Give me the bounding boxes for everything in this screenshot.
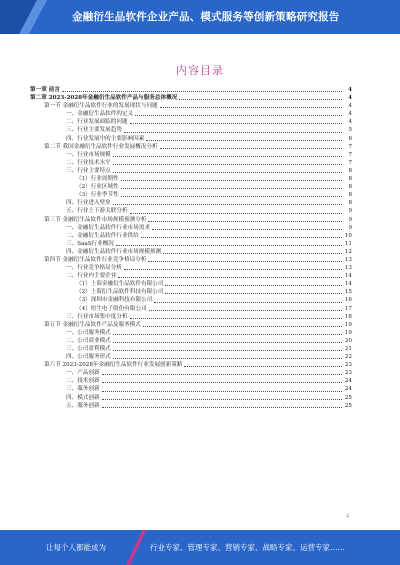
toc-entry-page: 4: [348, 95, 352, 102]
toc-entry[interactable]: [30, 394, 352, 402]
toc-entry[interactable]: [30, 256, 352, 264]
toc-entry-label: （3）行业季节性: [76, 192, 119, 199]
header-banner: [0, 0, 400, 34]
toc-entry-label: 一、金融衍生品软件行业市场需求: [66, 224, 150, 231]
toc-entry-page: 9: [348, 224, 352, 231]
toc-leader-dots: [118, 276, 342, 278]
table-of-contents: [30, 86, 352, 410]
toc-entry-page: 4: [348, 87, 352, 93]
toc-entry-label: 四、行业发展中的主要影响因素: [66, 135, 145, 142]
toc-leader-dots: [143, 325, 342, 327]
toc-entry-label: 四、行业进入壁垒: [66, 200, 111, 207]
footer-divider: [123, 530, 149, 565]
toc-entry-label: 三、公司盈利模式: [66, 346, 111, 352]
toc-entry-page: 23: [344, 362, 352, 369]
toc-entry-label: 四、模式创新: [66, 394, 100, 401]
toc-entry[interactable]: [30, 337, 352, 345]
toc-entry[interactable]: [30, 248, 352, 256]
toc-entry-label: （1）行业周期性: [76, 176, 119, 183]
toc-entry-page: 9: [348, 208, 352, 215]
toc-entry-label: 第三节 金融衍生品软件市场规模预测分析: [44, 216, 147, 223]
toc-entry-label: 一、金融衍生品软件的定义: [66, 111, 134, 118]
toc-entry-page: 4: [348, 111, 352, 118]
toc-entry[interactable]: [30, 264, 352, 272]
toc-leader-dots: [179, 98, 342, 100]
toc-leader-dots: [102, 406, 342, 408]
toc-entry[interactable]: [30, 110, 352, 118]
toc-leader-dots: [148, 220, 342, 222]
toc-entry[interactable]: [30, 321, 352, 329]
toc-entry-page: 7: [348, 159, 352, 166]
toc-entry[interactable]: [30, 118, 352, 126]
toc-leader-dots: [102, 398, 342, 400]
toc-entry[interactable]: [30, 240, 352, 248]
toc-entry[interactable]: [30, 232, 352, 240]
toc-entry[interactable]: [30, 216, 352, 224]
toc-entry[interactable]: [30, 361, 352, 369]
toc-entry[interactable]: [30, 94, 352, 102]
toc-leader-dots: [146, 139, 342, 141]
toc-leader-dots: [102, 381, 342, 383]
toc-leader-dots: [113, 333, 342, 335]
toc-entry-label: 二、行业内主要企业: [66, 273, 117, 280]
toc-entry-label: （1）上海金融衍生品软件有限公司: [76, 281, 164, 288]
toc-leader-dots: [124, 131, 342, 133]
toc-entry[interactable]: [30, 175, 352, 183]
toc-entry-label: 二、行业发展面临的问题: [66, 119, 128, 126]
toc-entry-page: 12: [344, 248, 352, 255]
toc-entry-page: 17: [344, 305, 352, 312]
toc-entry-page: 11: [344, 240, 352, 247]
toc-entry[interactable]: [30, 305, 352, 313]
toc-entry-page: 25: [344, 402, 352, 409]
toc-heading: 内容目录: [176, 64, 224, 77]
toc-entry[interactable]: [30, 345, 352, 353]
toc-leader-dots: [102, 390, 342, 392]
page-number: 2: [346, 513, 350, 519]
toc-entry-label: （2）行业区域性: [76, 184, 119, 191]
toc-entry-page: 7: [348, 143, 352, 150]
toc-leader-dots: [160, 106, 342, 108]
toc-entry-page: 8: [348, 167, 352, 174]
toc-entry-label: 四、公司服务形式: [66, 354, 111, 361]
toc-leader-dots: [130, 122, 342, 124]
toc-leader-dots: [148, 260, 342, 262]
toc-entry[interactable]: [30, 377, 352, 385]
toc-entry-page: 7: [348, 151, 352, 158]
toc-entry-page: 24: [344, 386, 352, 393]
toc-entry-label: 二、行业技术水平: [66, 159, 111, 166]
toc-entry-label: （2）上海衍生品软件科技有限公司: [76, 289, 164, 296]
toc-entry-page: 8: [348, 184, 352, 191]
toc-entry-page: 9: [348, 216, 352, 223]
toc-leader-dots: [113, 171, 342, 173]
toc-entry-page: 14: [344, 273, 352, 280]
toc-entry[interactable]: [30, 102, 352, 110]
toc-leader-dots: [184, 365, 342, 367]
toc-entry-label: 三、行业市场集中度分析: [66, 313, 128, 320]
toc-entry-label: 一、公司服务模式: [66, 329, 111, 336]
toc-entry-page: 5: [348, 127, 352, 134]
toc-entry-page: 8: [348, 176, 352, 183]
footer-banner: [0, 530, 400, 565]
toc-leader-dots: [113, 341, 342, 343]
toc-entry-page: 19: [344, 329, 352, 336]
toc-entry[interactable]: [30, 402, 352, 410]
toc-leader-dots: [152, 228, 342, 230]
toc-entry-page: 4: [348, 119, 352, 126]
toc-leader-dots: [135, 114, 342, 116]
toc-leader-dots: [121, 187, 342, 189]
footer-tagline: 行业专家、管理专家、营销专家、战略专家、运营专家……: [150, 543, 345, 552]
toc-entry[interactable]: [30, 329, 352, 337]
toc-leader-dots: [165, 292, 342, 294]
toc-entry-label: 五、行业上下游关联分析: [66, 208, 128, 215]
toc-entry-page: 23: [344, 370, 352, 377]
toc-entry[interactable]: [30, 288, 352, 296]
toc-leader-dots: [116, 244, 342, 246]
toc-entry[interactable]: [30, 135, 352, 143]
toc-entry-page: 8: [348, 200, 352, 207]
toc-entry[interactable]: [30, 159, 352, 167]
toc-entry-page: 14: [344, 281, 352, 288]
toc-leader-dots: [160, 147, 342, 149]
report-title: 金融衍生品软件企业产品、模式服务等创新策略研究报告: [72, 11, 340, 23]
toc-entry[interactable]: [30, 224, 352, 232]
toc-entry[interactable]: [30, 353, 352, 361]
toc-entry-page: 18: [344, 313, 352, 320]
toc-leader-dots: [163, 252, 342, 254]
toc-leader-dots: [141, 236, 342, 238]
toc-leader-dots: [62, 90, 342, 92]
toc-entry-page: 20: [344, 337, 352, 344]
toc-entry-label: 第四节 金融衍生品软件行业竞争格局分析: [44, 256, 147, 263]
toc-entry[interactable]: [30, 199, 352, 207]
toc-entry-page: 10: [344, 232, 352, 239]
toc-entry-page: 6: [348, 135, 352, 142]
toc-entry[interactable]: [30, 167, 352, 175]
toc-entry-page: 4: [348, 103, 352, 110]
toc-entry-label: 三、行业主要发展趋势: [66, 127, 122, 134]
toc-entry-page: 13: [344, 256, 352, 263]
toc-entry[interactable]: [30, 385, 352, 393]
toc-leader-dots: [130, 317, 342, 319]
toc-entry-label: 第二节 我国金融衍生品软件行业发展概况分析: [44, 143, 158, 150]
toc-entry[interactable]: [30, 280, 352, 288]
toc-entry[interactable]: [30, 296, 352, 304]
toc-leader-dots: [121, 195, 342, 197]
toc-leader-dots: [124, 268, 342, 270]
toc-leader-dots: [113, 155, 342, 157]
toc-leader-dots: [102, 373, 342, 375]
toc-entry[interactable]: [30, 143, 352, 151]
toc-entry[interactable]: [30, 183, 352, 191]
toc-entry[interactable]: [30, 191, 352, 199]
toc-entry-label: 第二章 2023-2028年金融衍生品软件产品与服务总体概况: [30, 95, 178, 102]
toc-entry-page: 25: [344, 394, 352, 401]
toc-entry[interactable]: [30, 313, 352, 321]
toc-entry-label: （3）深圳市金融科技有限公司: [76, 297, 153, 304]
toc-entry-page: 21: [344, 346, 352, 352]
toc-entry-page: 15: [344, 289, 352, 296]
toc-entry-label: 二、公司商业模式: [66, 337, 111, 344]
toc-entry-label: 第五节 金融衍生品软件产品及服务模式: [44, 321, 141, 328]
toc-entry-label: 一、行业竞争格局分析: [66, 265, 122, 272]
toc-entry-label: 第一章 前言: [30, 87, 60, 93]
footer-slogan: 让每个人都能成为: [46, 543, 106, 552]
toc-entry-page: 8: [348, 192, 352, 199]
toc-entry-label: 二、金融衍生品软件行业供给: [66, 232, 139, 239]
toc-entry[interactable]: [30, 151, 352, 159]
toc-entry-label: 四、金融衍生品软件行业市场规模预测: [66, 248, 162, 255]
toc-entry-label: 一、行业市场规模: [66, 151, 111, 158]
toc-entry-label: 三、SaaS行业概况: [66, 240, 114, 247]
toc-leader-dots: [130, 212, 342, 214]
toc-leader-dots: [149, 309, 342, 311]
toc-entry[interactable]: [30, 126, 352, 134]
toc-entry-page: 22: [344, 354, 352, 361]
toc-leader-dots: [113, 203, 342, 205]
toc-entry-label: 二、技术创新: [66, 378, 100, 385]
toc-entry-page: 16: [344, 297, 352, 304]
toc-leader-dots: [154, 301, 342, 303]
toc-entry-page: 13: [344, 265, 352, 272]
toc-entry-label: 五、服务创新: [66, 402, 100, 409]
toc-leader-dots: [113, 163, 342, 165]
toc-entry[interactable]: [30, 86, 352, 94]
toc-leader-dots: [113, 349, 342, 351]
toc-entry[interactable]: [30, 207, 352, 215]
toc-leader-dots: [113, 357, 342, 359]
toc-leader-dots: [165, 284, 342, 286]
toc-entry-label: 三、服务创新: [66, 386, 100, 393]
toc-entry-label: 三、行业主要特点: [66, 167, 111, 174]
toc-entry-page: 19: [344, 321, 352, 328]
toc-entry-label: 一、产品创新: [66, 370, 100, 377]
toc-entry-label: 第一节 金融衍生品软件行业的发展现状与问题: [44, 103, 158, 110]
toc-entry-page: 24: [344, 378, 352, 385]
toc-leader-dots: [121, 179, 342, 181]
toc-entry[interactable]: [30, 369, 352, 377]
toc-entry-label: （4）恒生电子股份有限公司: [76, 305, 147, 312]
toc-entry-label: 第六节 2023-2028年金融衍生品软件行业发展创新策略: [44, 362, 183, 369]
toc-entry[interactable]: [30, 272, 352, 280]
